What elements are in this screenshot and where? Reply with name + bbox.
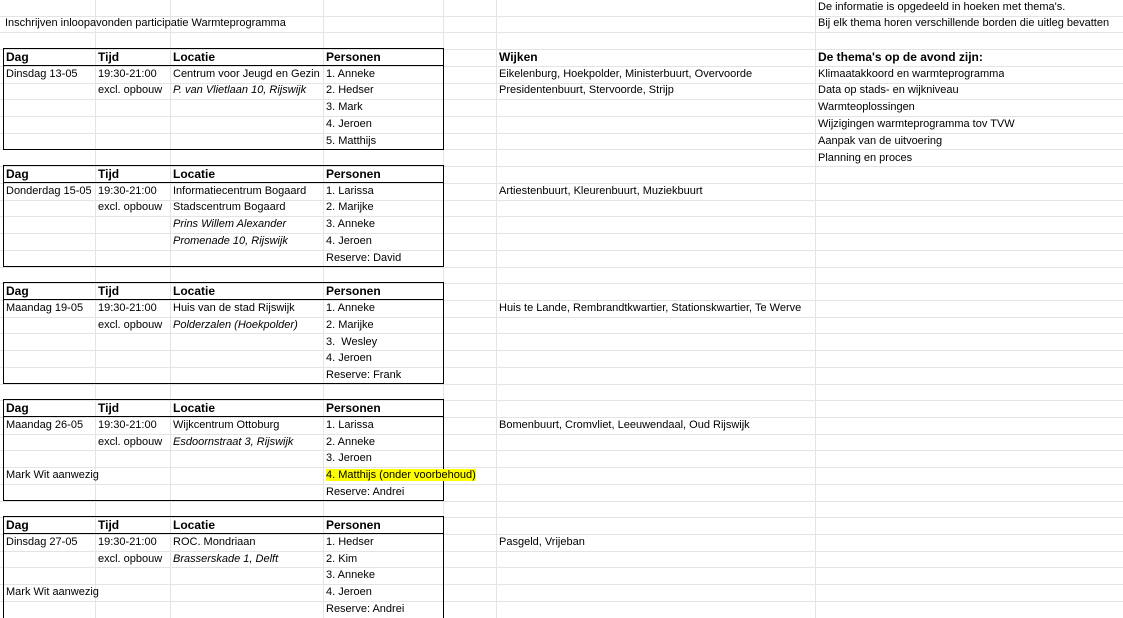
cell-reserve[interactable]: Reserve: Andrei (326, 486, 405, 498)
cell-tijd[interactable]: 19:30-21:00 (98, 185, 157, 197)
cell-persoon[interactable]: 3. Mark (326, 101, 363, 113)
cell-persoon[interactable]: 4. Jeroen (326, 118, 372, 130)
cell-dag[interactable]: Maandag 26-05 (6, 419, 84, 431)
theme-item[interactable]: Planning en proces (818, 152, 913, 164)
cell-persoon[interactable]: 1. Larissa (326, 419, 374, 431)
row-divider (0, 450, 1123, 451)
cell-reserve[interactable]: Reserve: Andrei (326, 603, 405, 615)
header-locatie[interactable]: Locatie (173, 401, 216, 415)
cell-persoon[interactable]: 3. Wesley (326, 336, 378, 348)
row-divider (0, 367, 1123, 368)
cell-persoon[interactable]: 3. Anneke (326, 218, 375, 230)
cell-wijken[interactable]: Artiestenbuurt, Kleurenbuurt, Muziekbuurt (499, 185, 703, 197)
cell-wijken[interactable]: Pasgeld, Vrijeban (499, 536, 585, 548)
theme-item[interactable]: Warmteoplossingen (818, 101, 915, 113)
cell-dag[interactable]: Donderdag 15-05 (6, 185, 92, 197)
header-tijd[interactable]: Tijd (98, 284, 120, 298)
header-dag[interactable]: Dag (6, 167, 29, 181)
row-divider (0, 283, 1123, 284)
highlighted-text: 4. Matthijs (onder voorbehoud) (326, 469, 476, 481)
column-divider (443, 0, 444, 618)
header-dag[interactable]: Dag (6, 401, 29, 415)
row-divider (0, 601, 1123, 602)
cell-excl-opbouw[interactable]: excl. opbouw (98, 553, 163, 565)
cell-locatie[interactable]: Huis van de stad Rijswijk (173, 302, 295, 314)
cell-persoon[interactable]: 2. Marijke (326, 201, 374, 213)
column-divider (95, 0, 96, 618)
row-divider (0, 99, 1123, 100)
cell-locatie[interactable]: Informatiecentrum Bogaard (173, 185, 307, 197)
header-tijd[interactable]: Tijd (98, 518, 120, 532)
cell-persoon[interactable]: 1. Larissa (326, 185, 374, 197)
cell-dag[interactable]: Dinsdag 27-05 (6, 536, 78, 548)
cell-persoon[interactable]: 5. Matthijs (326, 135, 377, 147)
row-divider (0, 501, 1123, 502)
cell-wijken[interactable]: Bomenbuurt, Cromvliet, Leeuwendaal, Oud Rijswijk (499, 419, 750, 431)
cell-persoon[interactable]: 3. Anneke (326, 569, 375, 581)
cell-persoon[interactable]: 1. Hedser (326, 536, 374, 548)
row-divider (0, 32, 1123, 33)
header-locatie[interactable]: Locatie (173, 167, 216, 181)
theme-item[interactable]: Wijzigingen warmteprogramma tov TVW (818, 118, 1015, 130)
cell-locatie[interactable]: Wijkcentrum Ottoburg (173, 419, 280, 431)
cell-wijken[interactable]: Presidentenbuurt, Stervoorde, Strijp (499, 84, 674, 96)
header-locatie[interactable]: Locatie (173, 50, 216, 64)
cell-wijken[interactable]: Huis te Lande, Rembrandtkwartier, Stationskwartier, Te Werve (499, 302, 802, 314)
header-personen[interactable]: Personen (326, 401, 381, 415)
row-divider (0, 584, 1123, 585)
cell-note[interactable]: Mark Wit aanwezig (6, 469, 99, 481)
row-divider (0, 216, 1123, 217)
row-divider (0, 149, 1123, 150)
row-divider (0, 484, 1123, 485)
cell-dag[interactable]: Maandag 19-05 (6, 302, 84, 314)
cell-locatie[interactable]: Centrum voor Jeugd en Gezin (173, 68, 320, 80)
theme-item[interactable]: Data op stads- en wijkniveau (818, 84, 959, 96)
cell-persoon[interactable]: 3. Jeroen (326, 452, 372, 464)
cell-tijd[interactable]: 19:30-21:00 (98, 302, 157, 314)
themes-header[interactable]: De thema's op de avond zijn: (818, 50, 983, 64)
header-dag[interactable]: Dag (6, 518, 29, 532)
cell-adres[interactable]: Promenade 10, Rijswijk (173, 235, 288, 247)
header-personen[interactable]: Personen (326, 167, 381, 181)
cell-persoon-highlighted[interactable] (323, 467, 486, 483)
cell-excl-opbouw[interactable]: excl. opbouw (98, 436, 163, 448)
cell-adres[interactable]: Brasserskade 1, Delft (173, 553, 279, 565)
header-dag[interactable]: Dag (6, 50, 29, 64)
row-divider (0, 350, 1123, 351)
cell-excl-opbouw[interactable]: excl. opbouw (98, 201, 163, 213)
row-divider (0, 233, 1123, 234)
cell-dag[interactable]: Dinsdag 13-05 (6, 68, 78, 80)
header-personen[interactable]: Personen (326, 518, 381, 532)
cell-persoon[interactable]: 2. Hedser (326, 84, 374, 96)
cell-excl-opbouw[interactable]: excl. opbouw (98, 84, 163, 96)
cell-persoon[interactable]: 2. Marijke (326, 319, 374, 331)
info-line-2[interactable]: Bij elk thema horen verschillende borden die uitleg bevatten (818, 17, 1110, 29)
row-divider (0, 333, 1123, 334)
row-divider (0, 166, 1123, 167)
cell-locatie[interactable]: ROC. Mondriaan (173, 536, 256, 548)
sheet-title[interactable]: Inschrijven inloopavonden participatie Warmteprogramma (5, 17, 286, 29)
cell-adres[interactable]: Esdoornstraat 3, Rijswijk (173, 436, 294, 448)
cell-tijd[interactable]: 19:30-21:00 (98, 68, 157, 80)
cell-note[interactable]: Mark Wit aanwezig (6, 586, 99, 598)
row-divider (0, 267, 1123, 268)
theme-item[interactable]: Aanpak van de uitvoering (818, 135, 943, 147)
cell-reserve[interactable]: Reserve: David (326, 252, 402, 264)
row-divider (0, 517, 1123, 518)
row-divider (0, 384, 1123, 385)
cell-excl-opbouw[interactable]: excl. opbouw (98, 319, 163, 331)
cell-persoon[interactable]: 1. Anneke (326, 302, 375, 314)
cell-adres[interactable]: Prins Willem Alexander (173, 218, 287, 230)
column-divider (815, 0, 816, 618)
column-divider (496, 0, 497, 618)
row-divider (0, 133, 1123, 134)
wijken-header[interactable]: Wijken (499, 50, 538, 64)
cell-persoon[interactable]: 2. Kim (326, 553, 358, 565)
cell-locatie[interactable]: Stadscentrum Bogaard (173, 201, 286, 213)
header-tijd[interactable]: Tijd (98, 167, 120, 181)
header-dag[interactable]: Dag (6, 284, 29, 298)
header-tijd[interactable]: Tijd (98, 401, 120, 415)
cell-persoon[interactable]: 4. Jeroen (326, 352, 372, 364)
cell-persoon[interactable]: 4. Jeroen (326, 586, 372, 598)
column-divider (170, 0, 171, 618)
info-line-1[interactable]: De informatie is opgedeeld in hoeken met thema's. (818, 1, 1066, 13)
row-divider (0, 567, 1123, 568)
cell-adres[interactable]: P. van Vlietlaan 10, Rijswijk (173, 84, 307, 96)
cell-persoon[interactable]: 1. Anneke (326, 68, 375, 80)
row-divider (0, 250, 1123, 251)
cell-adres[interactable]: Polderzalen (Hoekpolder) (173, 319, 298, 331)
cell-persoon[interactable]: 2. Anneke (326, 436, 375, 448)
row-divider (0, 400, 1123, 401)
cell-tijd[interactable]: 19:30-21:00 (98, 536, 157, 548)
cell-persoon[interactable]: 4. Jeroen (326, 235, 372, 247)
header-locatie[interactable]: Locatie (173, 518, 216, 532)
cell-wijken[interactable]: Eikelenburg, Hoekpolder, Ministerbuurt, Overvoorde (499, 68, 753, 80)
column-divider (323, 0, 324, 618)
header-personen[interactable]: Personen (326, 50, 381, 64)
header-locatie[interactable]: Locatie (173, 284, 216, 298)
cell-tijd[interactable]: 19:30-21:00 (98, 419, 157, 431)
cell-reserve[interactable]: Reserve: Frank (326, 369, 402, 381)
header-personen[interactable]: Personen (326, 284, 381, 298)
theme-item[interactable]: Klimaatakkoord en warmteprogramma (818, 68, 1005, 80)
row-divider (0, 467, 1123, 468)
header-tijd[interactable]: Tijd (98, 50, 120, 64)
